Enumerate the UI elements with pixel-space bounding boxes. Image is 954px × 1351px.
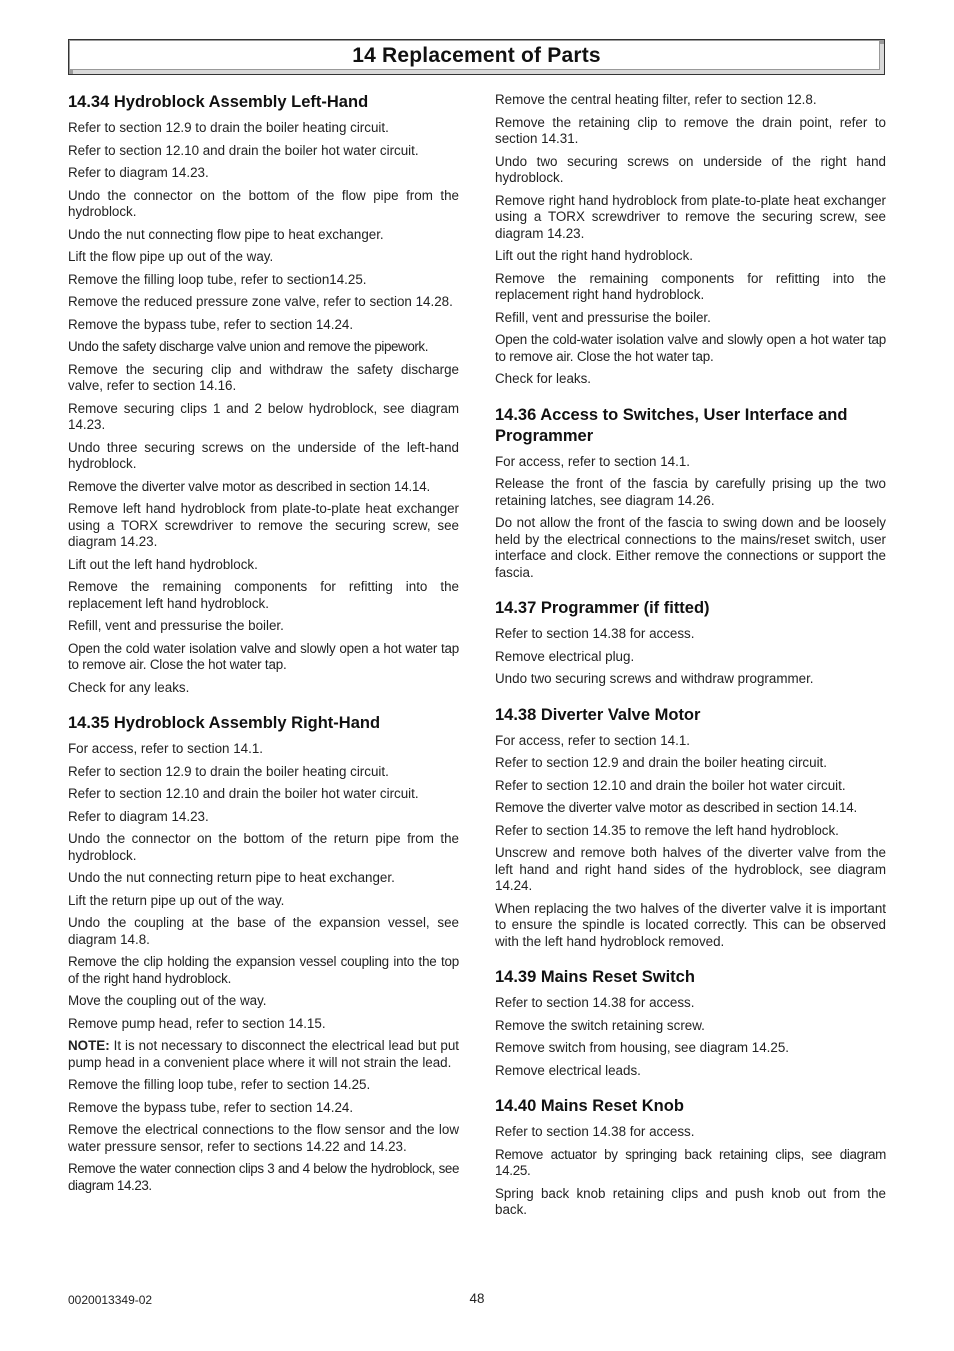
paragraph: Undo two securing screws on underside of the right hand hydroblock. (495, 153, 886, 185)
paragraph: Refill, vent and pressurise the boiler. (495, 309, 711, 325)
paragraph: Remove the filling loop tube, refer to section 14.25. (68, 1077, 371, 1092)
document-code: 0020013349-02 (68, 1293, 153, 1307)
paragraph: Lift the flow pipe up out of the way. (68, 249, 274, 264)
paragraph: Refill, vent and pressurise the boiler. (68, 618, 284, 633)
paragraph: Remove securing clips 1 and 2 below hydroblock, see diagram 14.23. (68, 400, 459, 432)
section-14-37 (495, 598, 886, 688)
paragraph: Refer to section 12.10 and drain the boiler hot water circuit. (68, 142, 419, 158)
paragraph: Remove the bypass tube, refer to section 14.24. (68, 1099, 354, 1115)
paragraph: Remove the electrical connections to the flow sensor and the low water pressure sensor, refer to sections 14.22 and 14.23. (68, 1122, 459, 1154)
paragraph: Remove electrical plug. (495, 648, 635, 664)
paragraph: Lift the return pipe up out of the way. (68, 892, 285, 908)
paragraph: Remove the bypass tube, refer to section 14.24. (68, 316, 354, 332)
paragraph: Undo the safety discharge valve union and remove the pipework. (68, 339, 429, 354)
paragraph: Remove switch from housing, see diagram 14.25. (495, 1040, 789, 1055)
paragraph: Remove the reduced pressure zone valve, refer to section 14.28. (68, 294, 453, 309)
paragraph: Undo the nut connecting flow pipe to heat exchanger. (68, 226, 384, 242)
paragraph: Refer to section 12.10 and drain the boiler hot water circuit. (68, 786, 419, 801)
paragraph: Undo two securing screws and withdraw programmer. (495, 671, 814, 686)
paragraph: Spring back knob retaining clips and push knob out from the back. (495, 1185, 886, 1217)
section-heading: 14.38 Diverter Valve Motor (495, 705, 701, 724)
paragraph: Remove the water connection clips 3 and 4 below the hydroblock, see diagram 14.23. (68, 1161, 459, 1193)
paragraph: Refer to section 12.9 to drain the boiler heating circuit. (68, 763, 389, 779)
paragraph: Release the front of the fascia by carefully prising up the two retaining latches, see diagram 14.26. (495, 476, 886, 508)
section-heading: 14.34 Hydroblock Assembly Left-Hand (68, 93, 369, 111)
paragraph: Remove the diverter valve motor as described in section 14.14. (68, 478, 430, 494)
section-heading: 14.36 Access to Switches, User Interface and Programmer (495, 405, 848, 445)
paragraph: Refer to section 14.38 for access. (495, 1124, 695, 1139)
paragraph: For access, refer to section 14.1. (495, 732, 690, 748)
section-14-39 (495, 967, 886, 1079)
paragraph: Remove the remaining components for refitting into the replacement left hand hydroblock. (68, 579, 459, 611)
paragraph: Remove the remaining components for refitting into the replacement right hand hydroblock. (495, 270, 886, 302)
section-14-34 (68, 92, 459, 696)
paragraph: Undo the nut connecting return pipe to heat exchanger. (68, 870, 395, 885)
paragraph: For access, refer to section 14.1. (495, 453, 690, 469)
paragraph: Remove right hand hydroblock from plate-to-plate heat exchanger using a TORX screwdriver to remove the securing screw, see diagram 14.23. (495, 192, 886, 241)
section-heading: 14.37 Programmer (if fitted) (495, 599, 710, 617)
paragraph: Remove the filling loop tube, refer to section14.25. (68, 271, 367, 287)
paragraph: Refer to diagram 14.23. (68, 165, 209, 180)
paragraph: Remove actuator by springing back retaining clips, see diagram 14.25. (495, 1146, 886, 1178)
paragraph: When replacing the two halves of the diverter valve it is important to ensure the spindle is located correctly. This can be observed with the left hand hydroblock removed. (495, 900, 886, 949)
paragraph: Lift out the right hand hydroblock. (495, 248, 694, 263)
note-label: NOTE: (68, 1038, 110, 1053)
note-paragraph (68, 1038, 459, 1071)
paragraph: Refer to section 12.9 and drain the boiler heating circuit. (495, 755, 827, 770)
page-title-bar (68, 39, 885, 75)
paragraph: Remove the diverter valve motor as described in section 14.14. (495, 800, 857, 815)
paragraph: Remove the switch retaining screw. (495, 1017, 705, 1033)
section-14-38 (495, 705, 886, 951)
section-14-40 (495, 1096, 886, 1219)
paragraph: Move the coupling out of the way. (68, 993, 267, 1008)
paragraph: Remove the central heating filter, refer to section 12.8. (495, 92, 817, 107)
page-number: 48 (469, 1291, 485, 1306)
note-text: It is not necessary to disconnect the electrical lead but put pump head in a convenient place where it will not strain the lead. (68, 1038, 459, 1070)
section-heading: 14.39 Mains Reset Switch (495, 968, 695, 986)
right-column (495, 92, 886, 1236)
paragraph: Do not allow the front of the fascia to swing down and be loosely held by the electrical connections to the mains/reset switch, user interface and clock. Either remove the connections or support the fascia. (495, 515, 886, 580)
section-14-35-continued (495, 92, 886, 388)
paragraph: Remove the securing clip and withdraw the safety discharge valve, refer to section 14.16. (68, 361, 459, 393)
section-14-36 (495, 405, 886, 582)
paragraph: For access, refer to section 14.1. (68, 741, 263, 756)
left-column (68, 92, 459, 1211)
paragraph: Undo the connector on the bottom of the flow pipe from the hydroblock. (68, 187, 459, 219)
paragraph: Check for any leaks. (68, 679, 190, 695)
paragraph: Remove the clip holding the expansion vessel coupling into the top of the right hand hydroblock. (68, 954, 459, 986)
section-heading: 14.35 Hydroblock Assembly Right-Hand (68, 714, 381, 732)
paragraph: Undo the coupling at the base of the expansion vessel, see diagram 14.8. (68, 915, 459, 947)
paragraph: Refer to section 14.35 to remove the left hand hydroblock. (495, 822, 839, 838)
section-14-35 (68, 713, 459, 1194)
paragraph: Open the cold-water isolation valve and slowly open a hot water tap to remove air. Close the hot water tap. (495, 332, 886, 364)
paragraph: Remove the retaining clip to remove the drain point, refer to section 14.31. (495, 114, 886, 146)
paragraph: Open the cold water isolation valve and slowly open a hot water tap to remove air. Close the hot water tap. (68, 640, 459, 672)
paragraph: Remove left hand hydroblock from plate-to-plate heat exchanger using a TORX screwdriver to remove the securing screw, see diagram 14.23. (68, 501, 459, 549)
paragraph: Undo three securing screws on the underside of the left-hand hydroblock. (68, 439, 459, 471)
paragraph: Remove electrical leads. (495, 1062, 641, 1078)
paragraph: Refer to section 12.10 and drain the boiler hot water circuit. (495, 777, 846, 793)
paragraph: Undo the connector on the bottom of the return pipe from the hydroblock. (68, 831, 459, 863)
paragraph: Refer to section 14.38 for access. (495, 626, 695, 641)
paragraph: Lift out the left hand hydroblock. (68, 556, 258, 572)
paragraph: Check for leaks. (495, 371, 592, 386)
paragraph: Refer to diagram 14.23. (68, 808, 209, 824)
page-title: 14 Replacement of Parts (352, 44, 601, 67)
paragraph: Refer to section 12.9 to drain the boiler heating circuit. (68, 120, 389, 135)
paragraph: Unscrew and remove both halves of the diverter valve from the left hand and right hand sides of the hydroblock, see diagram 14.24. (495, 845, 886, 893)
section-heading: 14.40 Mains Reset Knob (495, 1097, 684, 1115)
paragraph: Remove pump head, refer to section 14.15. (68, 1015, 326, 1031)
paragraph: Refer to section 14.38 for access. (495, 995, 695, 1010)
